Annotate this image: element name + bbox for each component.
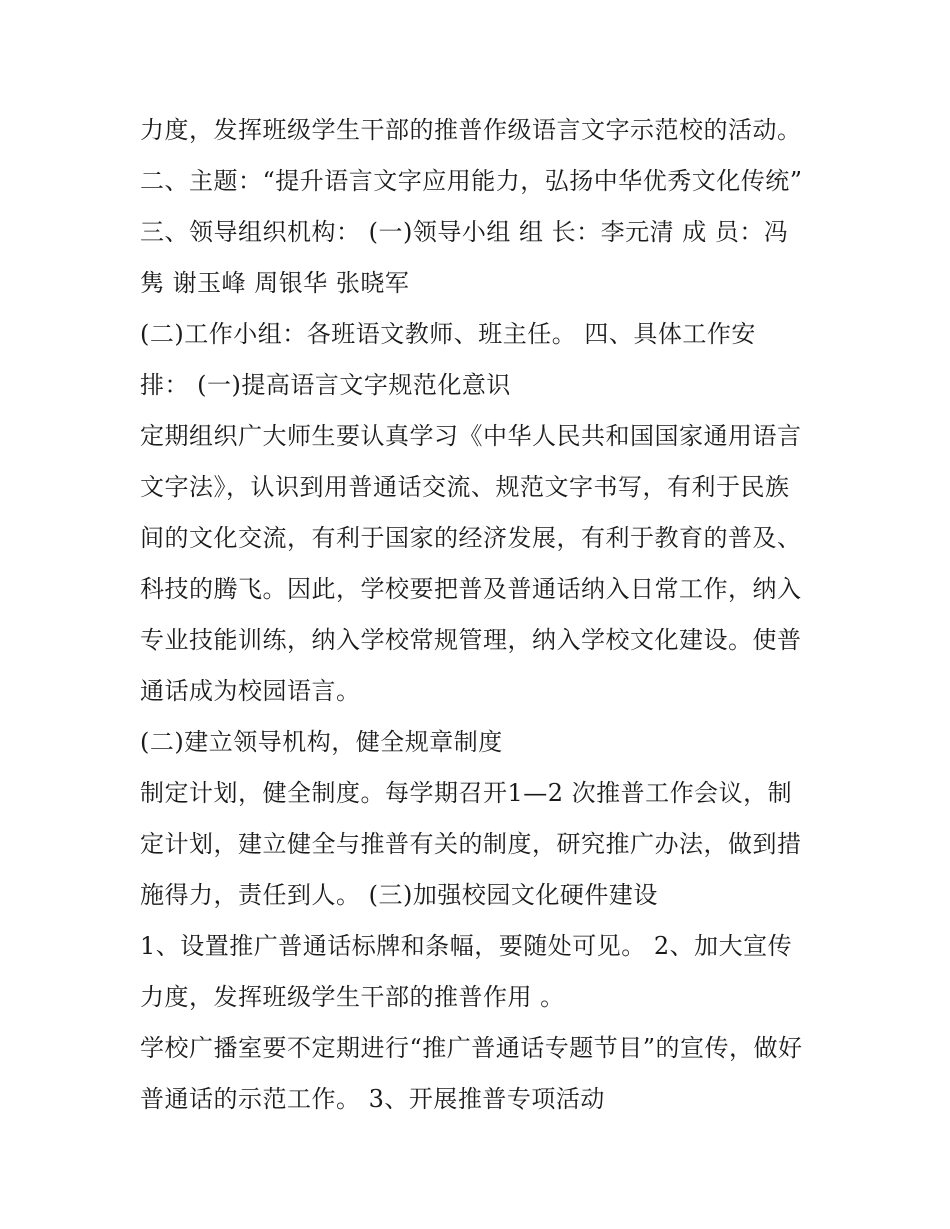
text-line-16: 施得力，责任到人。 (三)加强校园文化硬件建设 <box>140 881 658 909</box>
text-line-2: 二、主题：“提升语言文字应用能力，弘扬中华优秀文化传统” <box>140 167 803 195</box>
text-line-6: 排： (一)提高语言文字规范化意识 <box>140 371 511 399</box>
text-line-1: 力度，发挥班级学生干部的推普作级语言文字示范校的活动。 <box>140 116 802 144</box>
text-line-13: (二)建立领导机构，健全规章制度 <box>140 728 503 756</box>
text-line-12: 通话成为校园语言。 <box>140 677 361 705</box>
text-line-11: 专业技能训练，纳入学校常规管理，纳入学校文化建设。使普 <box>140 626 802 654</box>
text-line-14: 制定计划，健全制度。每学期召开1—2 次推普工作会议，制 <box>140 779 793 807</box>
text-line-15: 定计划，建立健全与推普有关的制度，研究推广办法，做到措 <box>140 830 802 858</box>
text-line-18: 力度，发挥班级学生干部的推普作用 。 <box>140 983 565 1011</box>
text-line-19: 学校广播室要不定期进行“推广普通话专题节目”的宣传，做好 <box>140 1034 803 1062</box>
text-line-4: 隽 谢玉峰 周银华 张晓军 <box>140 269 410 297</box>
text-line-8: 文字法》，认识到用普通话交流、规范文字书写，有利于民族 <box>140 473 790 501</box>
text-line-20: 普通话的示范工作。 3、开展推普专项活动 <box>140 1085 605 1113</box>
text-line-10: 科技的腾飞。因此，学校要把普及普通话纳入日常工作，纳入 <box>140 575 802 603</box>
text-line-3: 三、领导组织机构： (一)领导小组 组 长：李元清 成 员：冯 <box>140 218 789 246</box>
text-line-7: 定期组织广大师生要认真学习《中华人民共和国国家通用语言 <box>140 422 802 450</box>
text-line-5: (二)工作小组：各班语文教师、班主任。 四、具体工作安 <box>140 320 756 348</box>
document-body <box>140 105 820 1125</box>
text-line-9: 间的文化交流，有利于国家的经济发展，有利于教育的普及、 <box>140 524 802 552</box>
text-line-17: 1、设置推广普通话标牌和条幅，要随处可见。 2、加大宣传 <box>140 932 793 960</box>
